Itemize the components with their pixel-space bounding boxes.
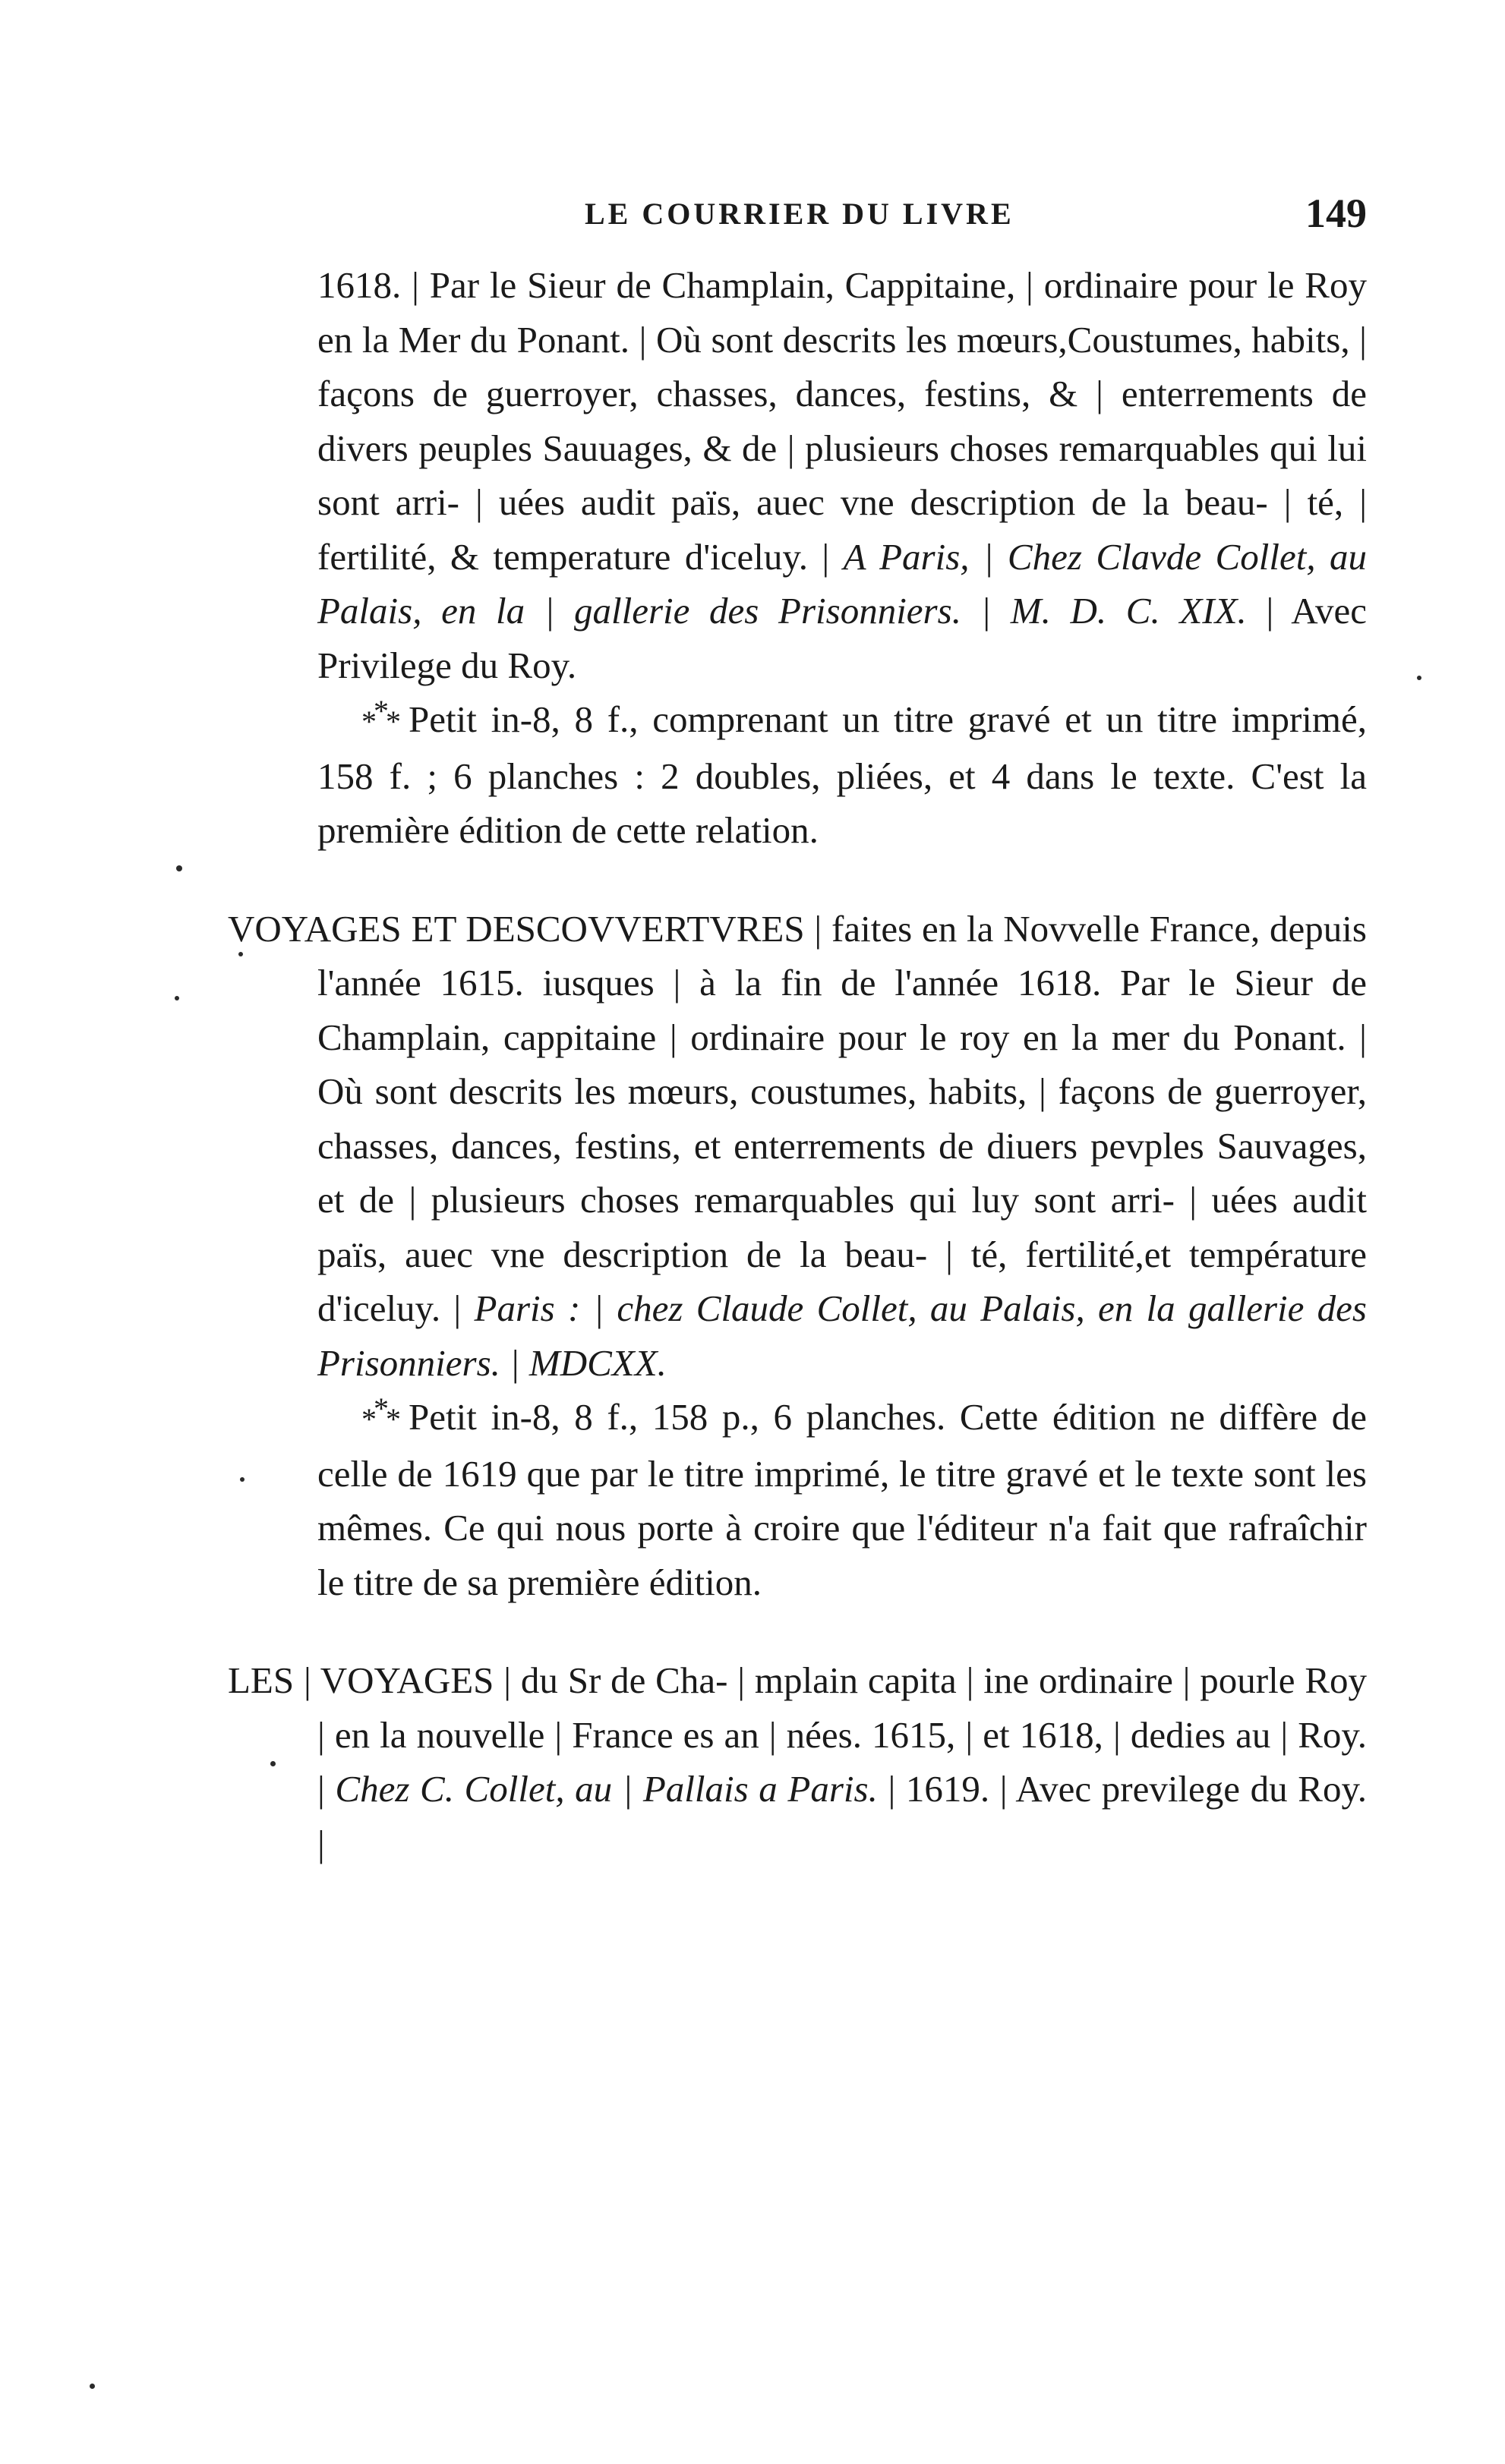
italic-segment: Paris : | chez Claude Collet, au Palais, en la gallerie des Prisonniers. | MDCXX.	[317, 1287, 1367, 1384]
bibliographic-entry	[228, 902, 1367, 1391]
ink-speck	[240, 1477, 245, 1482]
text-segment: 1618. | Par le Sieur de Champlain, Cappitaine, | ordinaire pour le Roy en la Mer du Ponant. | Où sont descrits les mœurs,Coustumes, habits, | façons de guerroyer, chasses, dances, festins, & | enterrements de divers peuples Sauuages, & de | plusieurs choses remarquables qui lui sont arri- | uées audit païs, auec vne description de la beau- | té, | fertilité, & temperature d'iceluy. |	[317, 264, 1367, 578]
asterism-icon: ***	[361, 694, 398, 739]
ink-speck	[270, 1761, 276, 1766]
italic-segment: Chez C. Collet, au | Pallais a Paris.	[335, 1768, 878, 1810]
italic-segment: A Paris, | Chez Clavde Collet, au Palais, en la | gallerie des Prisonniers. | M. D. C. XIX.	[317, 535, 1368, 632]
paragraph-continuation	[228, 258, 1367, 692]
bibliographic-note	[228, 1390, 1367, 1609]
page-number: 149	[1305, 191, 1367, 236]
bibliographic-entry	[228, 1653, 1367, 1870]
text-segment: | 1619. | Avec previlege du Roy. |	[317, 1768, 1368, 1864]
entry-title: VOYAGES ET DESCOVVERTVRES	[228, 907, 805, 950]
ink-speck	[1417, 676, 1421, 680]
text-segment: | Avec Privilege du Roy.	[317, 590, 1367, 686]
ink-speck	[176, 865, 182, 871]
ink-speck	[175, 996, 179, 1000]
running-head	[311, 190, 1367, 243]
text-segment: Petit in-8, 8 f., comprenant un titre gravé et un titre imprimé, 158 f. ; 6 planches : 2 doubles, pliées, et 4 dans le texte. C'est la première édition de cette relation.	[317, 698, 1367, 851]
body-text	[228, 258, 1367, 1870]
bibliographic-note	[228, 692, 1367, 858]
text-segment: | faites en la Novvelle France, depuis l'année 1615. iusques | à la fin de l'année 1618. Par le Sieur de Champlain, cappitaine | ordinaire pour le roy en la mer du Ponant. | Où sont descrits les mœurs, coustumes, habits, | façons de guerroyer, chasses, dances, festins, et enterrements de diuers pevples Sauvages, et de | plusieurs choses remarquables qui luy sont arri- | uées audit païs, auec vne description de la beau- | té, fertilité,et température d'iceluy. |	[317, 907, 1367, 1329]
ink-speck	[90, 2384, 95, 2389]
ink-speck	[238, 952, 243, 956]
running-title: LE COURRIER DU LIVRE	[585, 197, 1014, 231]
asterism-icon: ***	[361, 1391, 398, 1436]
text-segment: Petit in-8, 8 f., 158 p., 6 planches. Cette édition ne diffère de celle de 1619 que par le titre imprimé, le titre gravé et le texte sont les mêmes. Ce qui nous porte à croire que l'éditeur n'a fait que rafraîchir le titre de sa première édition.	[317, 1396, 1367, 1603]
text-segment: LES | VOYAGES | du Sr de Cha- | mplain capita | ine ordinaire | pourle Roy | en la nouvelle | France es an | nées. 1615, | et 1618, | dedies au | Roy. |	[228, 1659, 1367, 1810]
